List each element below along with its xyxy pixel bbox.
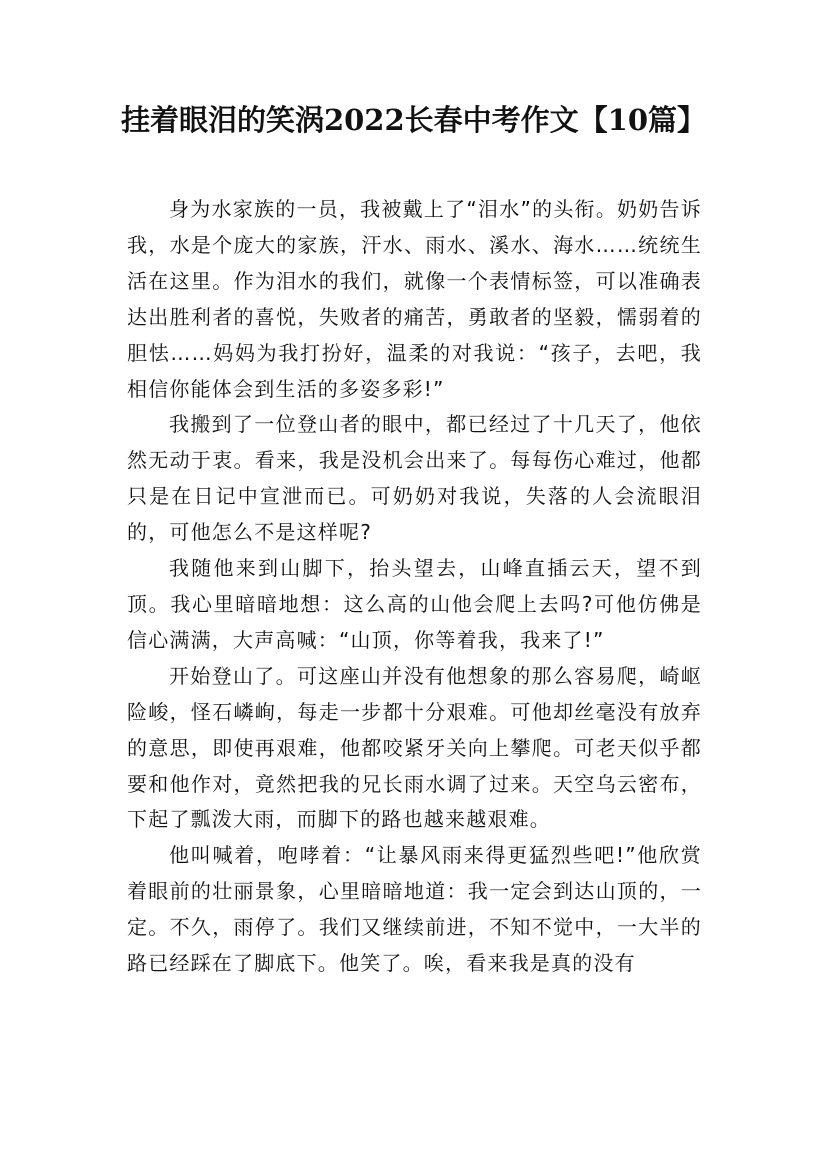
document-body [127,192,702,982]
paragraph: 他叫喊着，咆哮着：“让暴风雨来得更猛烈些吧!”他欣赏着眼前的壮丽景象，心里暗暗地道：我一定会到达山顶的，一定。不久，雨停了。我们又继续前进，不知不觉中，一大半的路已经踩在了脚底下。他笑了。唉，看来我是真的没有 [127,843,702,976]
paragraph: 身为水家族的一员，我被戴上了“泪水”的头衔。奶奶告诉我，水是个庞大的家族，汗水、雨水、溪水、海水……统统生活在这里。作为泪水的我们，就像一个表情标签，可以准确表达出胜利者的喜悦，失败者的痛苦，勇敢者的坚毅，懦弱着的胆怯……妈妈为我打扮好，温柔的对我说：“孩子，去吧，我相信你能体会到生活的多姿多彩!” [127,197,702,401]
paragraph: 我搬到了一位登山者的眼中，都已经过了十几天了，他依然无动于衷。看来，我是没机会出来了。每每伤心难过，他都只是在日记中宣泄而已。可奶奶对我说，失落的人会流眼泪的，可他怎么不是这样呢? [127,412,702,545]
paragraph: 我随他来到山脚下，抬头望去，山峰直插云天，望不到顶。我心里暗暗地想：这么高的山他会爬上去吗?可他仿佛是信心满满，大声高喊：“山顶，你等着我，我来了!” [127,556,702,652]
paragraph: 开始登山了。可这座山并没有他想象的那么容易爬，崎岖险峻，怪石嶙峋，每走一步都十分艰难。可他却丝毫没有放弃的意思，即使再艰难，他都咬紧牙关向上攀爬。可老天似乎都要和他作对，竟然把我的兄长雨水调了过来。天空乌云密布，下起了瓢泼大雨，而脚下的路也越来越艰难。 [127,663,702,832]
document-title: 挂着眼泪的笑涡2022长春中考作文【10篇】 [120,103,707,137]
